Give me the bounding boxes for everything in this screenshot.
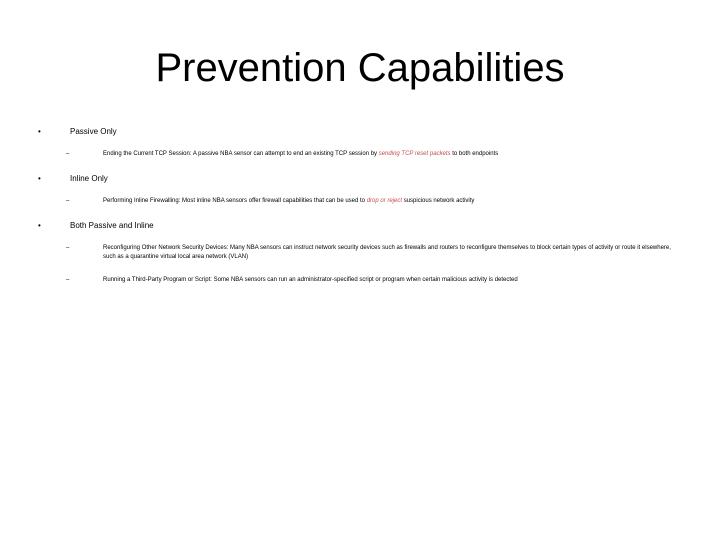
slide-body <box>38 126 678 299</box>
dash-icon: – <box>66 151 70 157</box>
sub-item-text <box>103 150 678 159</box>
bullet-inline-only <box>38 173 678 185</box>
dash-icon: – <box>66 277 70 283</box>
sub-item-text: Reconfiguring Other Network Security Devices: Many NBA sensors can instruct network security devices such as firewalls and routers to reconfigure themselves to block certain types of activity or route it elsewhere, such as a quarantine virtual local area network (VLAN) <box>103 245 671 260</box>
sub-item-text-after: to both endpoints <box>450 151 499 157</box>
bullet-icon: • <box>38 174 41 183</box>
sub-item-end-tcp-session <box>38 150 678 159</box>
sub-item-text-before: Ending the Current TCP Session: A passive NBA sensor can attempt to end an existing TCP session by <box>103 151 379 157</box>
bullet-passive-only <box>38 126 678 138</box>
section-heading: Passive Only <box>70 127 117 136</box>
section-heading: Inline Only <box>70 174 108 183</box>
slide-title: Prevention Capabilities <box>155 46 565 90</box>
dash-icon: – <box>66 198 70 204</box>
section-heading: Both Passive and Inline <box>70 221 154 230</box>
highlight-text: sending TCP reset packets <box>378 151 451 157</box>
bullet-both-passive-inline <box>38 220 678 232</box>
sub-item-text-before: Performing Inline Firewalling: Most inline NBA sensors offer firewall capabilities that can be used to <box>103 198 367 204</box>
sub-item-reconfigure-devices <box>38 244 678 262</box>
sub-item-inline-firewalling <box>38 197 678 206</box>
highlight-text: drop or reject <box>366 198 403 204</box>
sub-item-run-script <box>38 276 678 285</box>
bullet-icon: • <box>38 127 41 136</box>
sub-item-text-after: suspicious network activity <box>402 198 475 204</box>
sub-item-text: Running a Third-Party Program or Script: Some NBA sensors can run an administrator-specified script or program when certain malicious activity is detected <box>103 277 518 283</box>
sub-item-text <box>103 197 678 206</box>
bullet-icon: • <box>38 221 41 230</box>
dash-icon: – <box>66 245 70 251</box>
